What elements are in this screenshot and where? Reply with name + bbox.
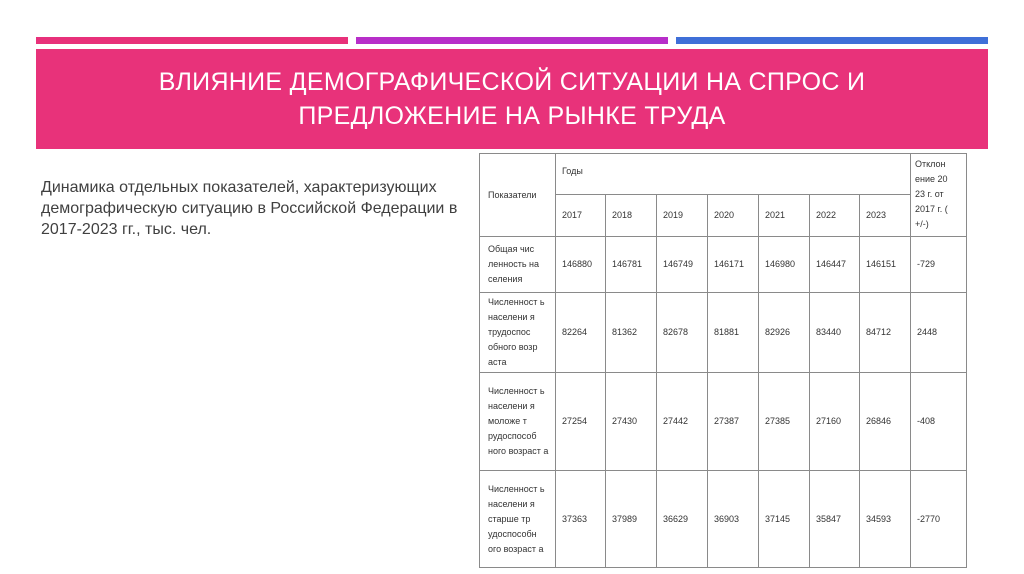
value-cell: 35847	[810, 471, 860, 568]
value-cell: 146447	[810, 237, 860, 293]
demographics-table	[479, 153, 967, 568]
value-cell: 27442	[657, 373, 708, 471]
table-row	[480, 237, 967, 293]
year-cell: 2021	[759, 195, 810, 237]
table-header-row	[480, 154, 967, 195]
value-cell: 82678	[657, 293, 708, 373]
deviation-cell: -729	[911, 237, 967, 293]
table-row	[480, 471, 967, 568]
value-cell: 146781	[606, 237, 657, 293]
value-cell: 26846	[860, 373, 911, 471]
value-cell: 146151	[860, 237, 911, 293]
value-cell: 146880	[556, 237, 606, 293]
value-cell: 27160	[810, 373, 860, 471]
year-cell: 2018	[606, 195, 657, 237]
year-cell: 2020	[708, 195, 759, 237]
year-cell: 2017	[556, 195, 606, 237]
title-banner	[36, 49, 988, 149]
table-row	[480, 373, 967, 471]
top-stripe-blue	[676, 37, 988, 44]
value-cell: 27254	[556, 373, 606, 471]
deviation-cell: 2448	[911, 293, 967, 373]
row-label: Численност ь населени я трудоспос обного возр аста	[480, 293, 556, 373]
value-cell: 146980	[759, 237, 810, 293]
row-label: Численност ь населени я старше тр удоспособн ого возраст а	[480, 471, 556, 568]
value-cell: 81881	[708, 293, 759, 373]
value-cell: 146171	[708, 237, 759, 293]
value-cell: 27385	[759, 373, 810, 471]
years-header: Годы	[556, 154, 911, 195]
table-row	[480, 293, 967, 373]
description-text: Динамика отдельных показателей, характеризующих демографическую ситуацию в Российской Федерации в 2017-2023 гг., тыс. чел.	[41, 179, 458, 238]
page-title: ВЛИЯНИЕ ДЕМОГРАФИЧЕСКОЙ СИТУАЦИИ НА СПРОС И ПРЕДЛОЖЕНИЕ НА РЫНКЕ ТРУДА	[158, 68, 866, 130]
value-cell: 27387	[708, 373, 759, 471]
row-label: Численност ь населени я моложе т рудоспособ ного возраст а	[480, 373, 556, 471]
value-cell: 36629	[657, 471, 708, 568]
year-cell: 2019	[657, 195, 708, 237]
year-cell: 2023	[860, 195, 911, 237]
value-cell: 27430	[606, 373, 657, 471]
value-cell: 37363	[556, 471, 606, 568]
deviation-header: Отклон ение 20 23 г. от 2017 г. ( +/-)	[911, 154, 967, 237]
value-cell: 84712	[860, 293, 911, 373]
top-stripe-purple	[356, 37, 668, 44]
value-cell: 82264	[556, 293, 606, 373]
year-cell: 2022	[810, 195, 860, 237]
value-cell: 37145	[759, 471, 810, 568]
value-cell: 83440	[810, 293, 860, 373]
value-cell: 146749	[657, 237, 708, 293]
value-cell: 37989	[606, 471, 657, 568]
deviation-cell: -408	[911, 373, 967, 471]
value-cell: 81362	[606, 293, 657, 373]
top-stripe-pink	[36, 37, 348, 44]
deviation-cell: -2770	[911, 471, 967, 568]
value-cell: 82926	[759, 293, 810, 373]
value-cell: 34593	[860, 471, 911, 568]
row-label: Общая чис ленность на селения	[480, 237, 556, 293]
indicator-header: Показатели	[480, 154, 556, 237]
value-cell: 36903	[708, 471, 759, 568]
